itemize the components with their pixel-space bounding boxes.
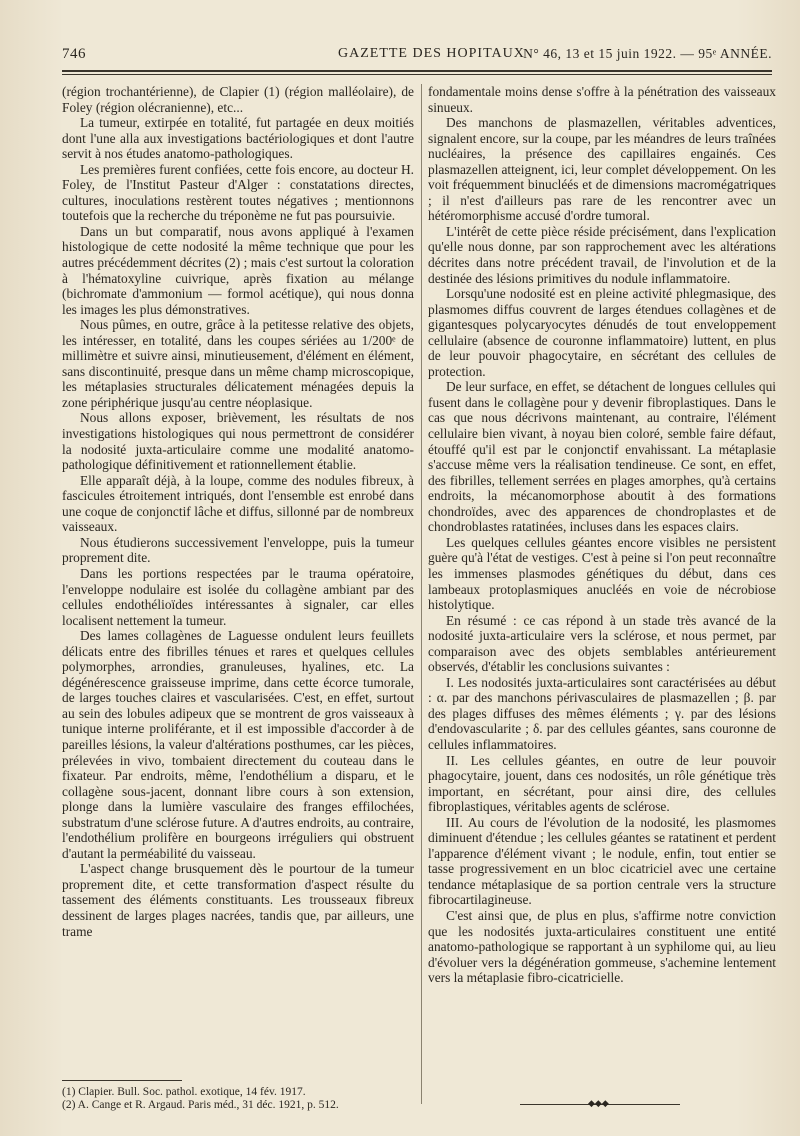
paragraph: Les premières furent confiées, cette fois encore, au docteur H. Foley, de l'Institut Pasteur d'Alger : constatations directes, cultures, inoculations restèrent toutes négatives ; mentionnons toutefois que la recherche du tréponème ne fut pas poursuivie. <box>62 161 414 224</box>
paragraph: Nous pûmes, en outre, grâce à la petitesse relative des objets, les intéresser, en totalité, dans les coupes sériées au 1/200ᵉ de millimètre et suivre ainsi, minutieusement, d'élément en élément, sans discontinuité, presque dans un même champ microscopique, les métaplasies structurales délicatement ménagées depuis la zone périphérique jusqu'au centre néoplasique. <box>62 317 414 410</box>
right-column <box>428 84 776 986</box>
footnote-rule <box>62 1080 182 1081</box>
paragraph: C'est ainsi que, de plus en plus, s'affirme notre conviction que les nodosités juxta-articulaires constituent une entité anatomo-pathologique se rapportant à un syphilome qui, au lieu d'évoluer vers la dégénération gommeuse, s'achemine lentement vers la métaplasie fibro-cicatricielle. <box>428 907 776 986</box>
footnotes <box>62 1086 414 1112</box>
paragraph: L'aspect change brusquement dès le pourtour de la tumeur proprement dite, et cette transformation d'aspect résulte du tassement des éléments constituants. Les trousseaux fibreux dessinent de larges plages nacrées, tandis que, par ailleurs, une trame <box>62 861 414 939</box>
paragraph: La tumeur, extirpée en totalité, fut partagée en deux moitiés dont l'une alla aux investigations bactériologiques et dont l'autre servit à nos études anatomo-pathologiques. <box>62 115 414 162</box>
issue-info: N° 46, 13 et 15 juin 1922. — 95ᵉ ANNÉE. <box>523 46 772 61</box>
paragraph: Des manchons de plasmazellen, véritables adventices, signalent encore, sur la coupe, par les méandres de leurs traînées nucléaires, la présence des capillaires engainés. Ces plasmazellen atteignent, ici, leur complet développement. On les voit fréquemment binucléés et de dimensions macromégatriques ; il n'est d'ailleurs pas rare de les rencontrer avec un hétéromorphisme accusé d'ordre tumoral. <box>428 115 776 224</box>
paragraph: Des lames collagènes de Laguesse ondulent leurs feuillets délicats entre des fibrilles ténues et rares et quelques cellules polymorphes, arrondies, granuleuses, hyalines, etc. La dégénérescence graisseuse imprime, dans cette écorce tumorale, de larges touches claires et vascularisées. C'est, en effet, surtout au sein des lobules adipeux que se montrent de gros vaisseaux à tunique interne proliférante, et il est impossible d'accorder à de pareilles lésions, la valeur d'altérations posthumes, car les pièces, prélevées in vivo, tombaient directement du couteau dans le fixateur. Par endroits, même, l'endothélium a disparu, et le collagène sous-jacent, donnant libre cours à son extension, plonge dans la lumière vasculaire des franges effilochées, substratum d'une sclérose future. A d'autres endroits, au contraire, l'endothélium prolifère en bourgeons irréguliers qui obstruent d'autant la perméabilité du vaisseau. <box>62 628 414 861</box>
paragraph: Lorsqu'une nodosité est en pleine activité phlegmasique, des plasmomes diffus couvrent de larges étendues collagènes et de gigantesques polycaryocytes dénudés de tout enveloppement cellulaire (absence de couronne inflammatoire) luttent, en plus de leur pouvoir phagocytaire, en sécrétant des cellules de protection. <box>428 286 776 379</box>
paragraph: En résumé : ce cas répond à un stade très avancé de la nodosité juxta-articulaire vers la sclérose, et nous permet, par comparaison avec des objets semblables antérieurement observés, d'établir les conclusions suivantes : <box>428 612 776 675</box>
paragraph: Nous allons exposer, brièvement, les résultats de nos investigations histologiques qui nous permettront de considérer la nodosité juxta-articulaire comme une modalité anatomo-pathologique définitivement et rationnellement établie. <box>62 410 414 473</box>
paragraph: fondamentale moins dense s'offre à la pénétration des vaisseaux sinueux. <box>428 84 776 115</box>
paragraph: Nous étudierons successivement l'enveloppe, puis la tumeur proprement dite. <box>62 534 414 566</box>
paragraph: Les quelques cellules géantes encore visibles ne persistent guère qu'à l'état de vestiges. C'est à peine si l'on peut reconnaître les immenses plasmodes génétiques du début, dans ces lambeaux protoplasmiques anucléés en voie de nécrobiose histolytique. <box>428 534 776 613</box>
header-rule <box>62 70 772 75</box>
paragraph: Dans un but comparatif, nous avons appliqué à l'examen histologique de cette nodosité la même technique que pour les autres précédemment décrites (2) ; mais c'est surtout la coloration à l'hématoxyline cuivrique, après fixation au mélange (bichromate d'ammonium — formol acétique), qui nous donna les images les plus démonstratives. <box>62 223 414 317</box>
end-ornament: ◆◆◆ <box>588 1098 609 1108</box>
left-column <box>62 84 414 939</box>
paragraph: Dans les portions respectées par le trauma opératoire, l'enveloppe nodulaire est isolée du collagène ambiant par des cellules endothélioïdes intéressantes à signaler, car elles localisent nettement la tumeur. <box>62 565 414 628</box>
page-number: 746 <box>62 46 86 62</box>
paragraph: De leur surface, en effet, se détachent de longues cellules qui fusent dans le collagène pour y devenir fibroplastiques. Dans le cas que nous décrivons maintenant, au contraire, l'élément cellulaire bien vivant, à noyau bien coloré, semble faire défaut, étouffé qu'il est par le conjonctif envahissant. La métaplasie s'accuse même vers la réalisation tendineuse. Ce sont, en effet, des fibrilles, tellement serrées en plages amorphes, qu'à certains endroits, la mécanomorphose aboutit à des formations chondroïdes, avec des apparences de chondroplastes et de chondroblastes ratatinées, incluses dans les espaces clairs. <box>428 379 776 535</box>
journal-title: GAZETTE DES HOPITAUX <box>338 46 525 61</box>
paragraph: I. Les nodosités juxta-articulaires sont caractérisées au début : α. par des manchons périvasculaires de plasmazellen ; β. par des plages diffuses des mêmes éléments ; γ. par des lésions d'endovascularite ; δ. par des cellules géantes, sans couronne de cellules inflammatoires. <box>428 674 776 752</box>
paragraph: II. Les cellules géantes, en outre de leur pouvoir phagocytaire, jouent, dans ces nodosités, un rôle génétique très important, en sécrétant, pour ainsi dire, des cellules fibroplastiques, véritables agents de sclérose. <box>428 752 776 815</box>
paragraph: Elle apparaît déjà, à la loupe, comme des nodules fibreux, à fascicules étroitement intriqués, dont l'ensemble est enrobé dans une coque de conjonctif lâche et diffus, sillonné par de nombreux vaisseaux. <box>62 472 414 535</box>
paragraph: III. Au cours de l'évolution de la nodosité, les plasmomes diminuent d'étendue ; les cellules géantes se ratatinent et perdent l'apparence d'élément vivant ; le nodule, enfin, tout entier se tasse progressivement en un bloc cicatriciel avec une certaine tendance métaplasique de sa portion centrale vers la structure fibrocartilagineuse. <box>428 814 776 908</box>
column-divider <box>421 84 422 1104</box>
running-header <box>62 44 772 66</box>
footnote: (2) A. Cange et R. Argaud. Paris méd., 31 déc. 1921, p. 512. <box>62 1099 339 1111</box>
footnote: (1) Clapier. Bull. Soc. pathol. exotique, 14 fév. 1917. <box>62 1086 306 1098</box>
paragraph: (région trochantérienne), de Clapier (1) (région malléolaire), de Foley (région olécranienne), etc... <box>62 84 414 115</box>
paragraph: L'intérêt de cette pièce réside précisément, dans l'explication qu'elle nous donne, par son rapprochement avec les altérations décrites dans notre précédent travail, de l'involution et de la destinée des lésions primitives du nodule inflammatoire. <box>428 223 776 286</box>
